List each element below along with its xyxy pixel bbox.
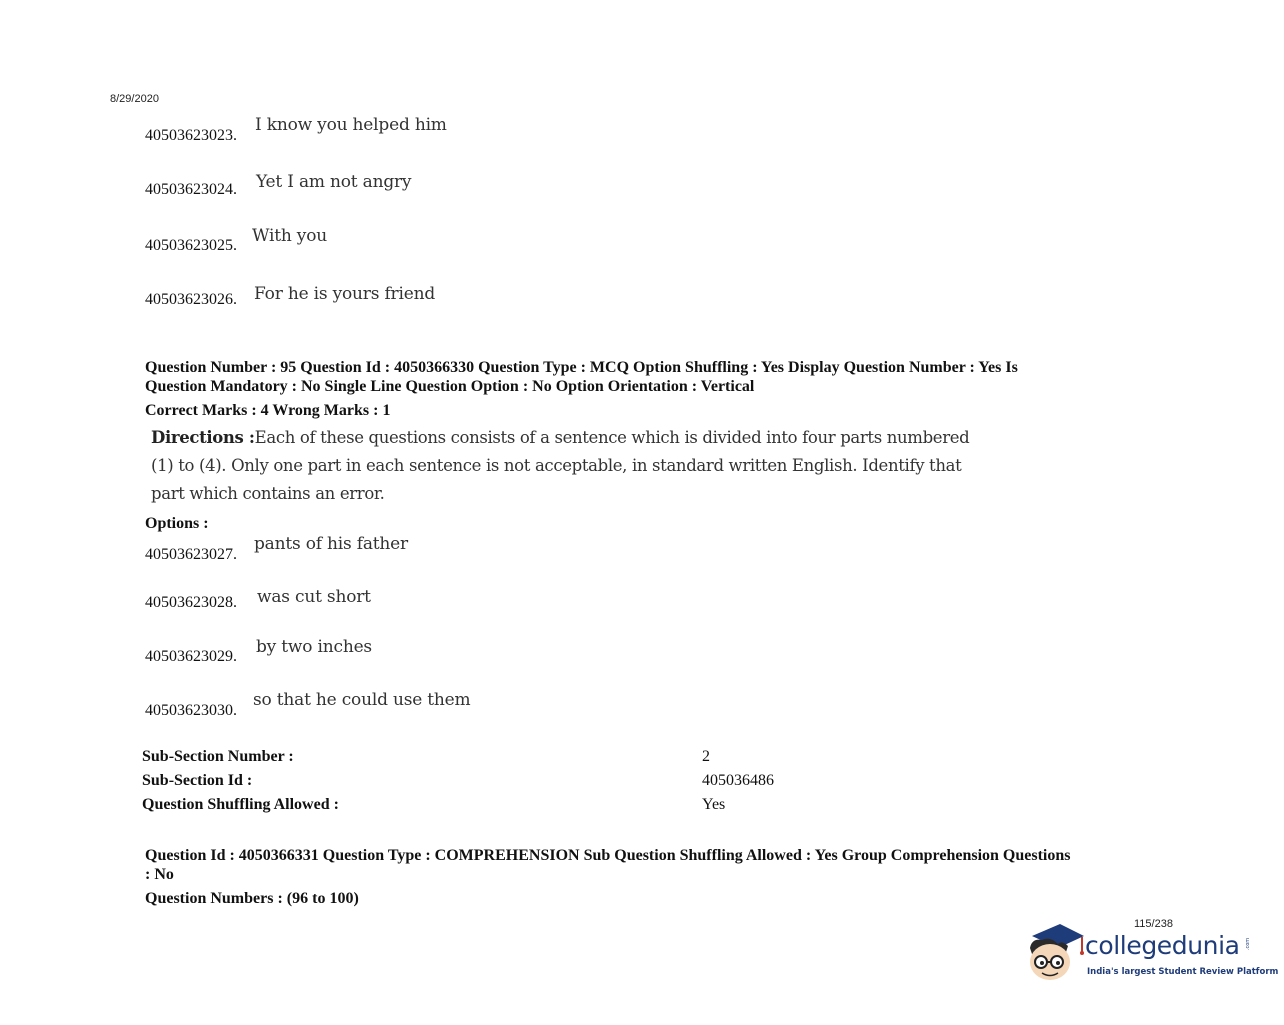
option-text: by two inches <box>256 637 372 657</box>
option-id: 40503623028. <box>145 594 237 611</box>
option-id: 40503623026. <box>145 291 237 308</box>
question-meta-line1: Question Number : 95 Question Id : 4050366330 Question Type : MCQ Option Shuffling : Yes Display Question Number : Yes Is <box>145 359 1018 376</box>
option-id: 40503623023. <box>145 127 237 144</box>
brand-logo-suffix: .com <box>1245 937 1252 951</box>
comprehension-meta-line2: : No <box>145 866 174 883</box>
question-shuffling-value: Yes <box>702 796 726 813</box>
option-id: 40503623030. <box>145 702 237 719</box>
options-label: Options : <box>145 515 209 532</box>
option-id: 40503623029. <box>145 648 237 665</box>
brand-logo-text: collegedunia <box>1085 931 1240 960</box>
option-text: I know you helped him <box>255 115 447 135</box>
option-text: was cut short <box>257 587 371 607</box>
directions-text: Each of these questions consists of a sentence which is divided into four parts numbered (1) to (4). Only one part in each sentence is not acceptable, in standard written English. Identify that part which contains an error. <box>151 428 970 503</box>
print-date: 8/29/2020 <box>110 93 159 105</box>
option-text: so that he could use them <box>253 690 471 710</box>
comprehension-question-numbers: Question Numbers : (96 to 100) <box>145 890 359 907</box>
subsection-id-value: 405036486 <box>702 772 774 789</box>
option-id: 40503623024. <box>145 181 237 198</box>
brand-tagline: India's largest Student Review Platform <box>1087 967 1279 977</box>
directions-label: Directions : <box>151 428 255 447</box>
page-counter: 115/238 <box>1134 918 1173 930</box>
option-id: 40503623027. <box>145 546 237 563</box>
option-text: With you <box>252 226 327 246</box>
option-text: For he is yours friend <box>254 284 435 304</box>
question-directions <box>151 424 971 508</box>
option-id: 40503623025. <box>145 237 237 254</box>
option-text: pants of his father <box>254 534 408 554</box>
comprehension-meta-line1: Question Id : 4050366331 Question Type : COMPREHENSION Sub Question Shuffling Allowed : Yes Group Comprehension Questions <box>145 847 1071 864</box>
option-text: Yet I am not angry <box>256 172 412 192</box>
question-marks: Correct Marks : 4 Wrong Marks : 1 <box>145 402 391 419</box>
subsection-number-label: Sub-Section Number : <box>142 748 294 765</box>
subsection-number-value: 2 <box>702 748 710 765</box>
question-shuffling-label: Question Shuffling Allowed : <box>142 796 339 813</box>
subsection-id-label: Sub-Section Id : <box>142 772 253 789</box>
question-meta-line2: Question Mandatory : No Single Line Question Option : No Option Orientation : Vertical <box>145 378 755 395</box>
mascot-icon <box>1022 918 1094 990</box>
